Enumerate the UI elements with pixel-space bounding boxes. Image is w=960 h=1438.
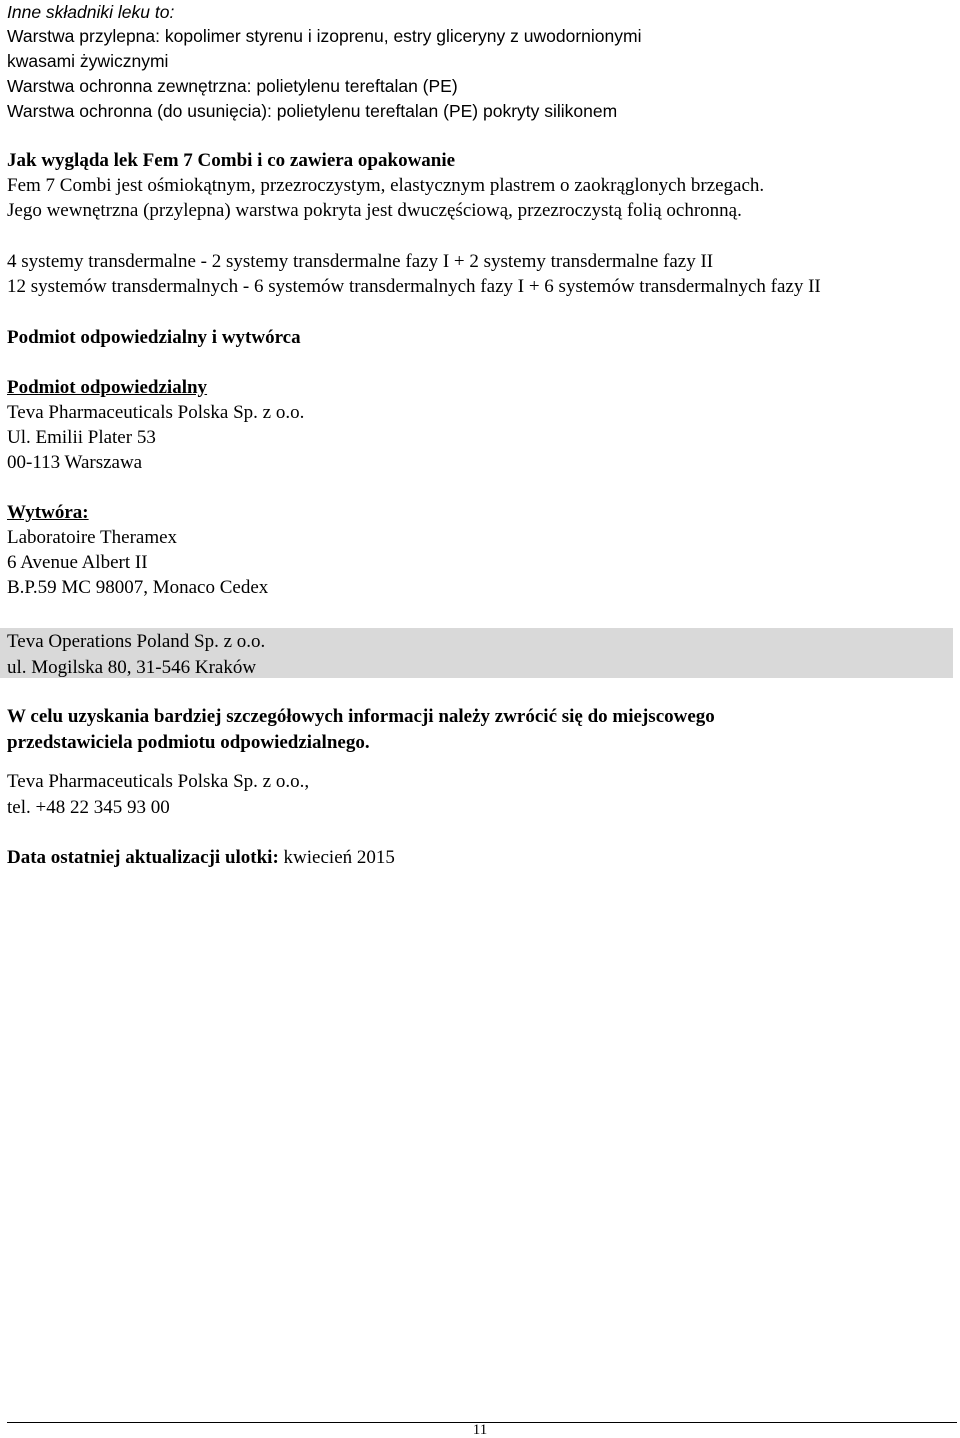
contact-heading-line2: przedstawiciela podmiotu odpowiedzialnego. — [7, 732, 370, 753]
contact-heading-line1: W celu uzyskania bardziej szczegółowych informacji należy zwrócić się do miejscowego — [7, 706, 715, 727]
holder-section-heading: Podmiot odpowiedzialny i wytwórca — [7, 327, 301, 348]
appearance-heading: Jak wygląda lek Fem 7 Combi i co zawiera opakowanie — [7, 150, 456, 171]
manufacturer2-name: Teva Operations Poland Sp. z o.o. — [7, 631, 266, 652]
update-line — [7, 845, 953, 871]
appearance-line1: Fem 7 Combi jest ośmiokątnym, przezroczystym, elastycznym plastrem o zaokrąglonych brzegach. — [7, 175, 765, 196]
ingredients-heading: Inne składniki leku to: — [7, 2, 175, 22]
ingredients-removable-layer: Warstwa ochronna (do usunięcia): polietylenu tereftalan (PE) pokryty silikonem — [7, 101, 618, 121]
manufacturer-name: Laboratoire Theramex — [7, 527, 178, 548]
holder-city: 00-113 Warszawa — [7, 452, 143, 473]
appearance-line2: Jego wewnętrzna (przylepna) warstwa pokryta jest dwuczęściową, przezroczystą folią ochronną. — [7, 200, 742, 221]
contact-phone: tel. +48 22 345 93 00 — [7, 797, 170, 818]
manufacturer2-highlight — [0, 628, 953, 678]
manufacturer-label: Wytwóra: — [7, 502, 89, 523]
update-label: Data ostatniej aktualizacji ulotki: — [7, 847, 279, 868]
pack-size-4: 4 systemy transdermalne - 2 systemy transdermalne fazy I + 2 systemy transdermalne fazy II — [7, 251, 714, 272]
manufacturer-city: B.P.59 MC 98007, Monaco Cedex — [7, 577, 269, 598]
ingredients-adhesive-line1: Warstwa przylepna: kopolimer styrenu i izoprenu, estry gliceryny z uwodornionymi — [7, 26, 642, 46]
pack-size-12: 12 systemów transdermalnych - 6 systemów transdermalnych fazy I + 6 systemów transdermalnych fazy II — [7, 276, 821, 297]
contact-section — [7, 704, 953, 871]
manufacturer2-address: ul. Mogilska 80, 31-546 Kraków — [7, 657, 257, 678]
contact-company: Teva Pharmaceuticals Polska Sp. z o.o., — [7, 771, 310, 792]
holder-name: Teva Pharmaceuticals Polska Sp. z o.o. — [7, 402, 305, 423]
holder-label: Podmiot odpowiedzialny — [7, 377, 208, 398]
leaflet-page — [7, 0, 953, 600]
manufacturer-street: 6 Avenue Albert II — [7, 552, 148, 573]
update-date: kwiecień 2015 — [283, 847, 395, 868]
ingredients-adhesive-line2: kwasami żywicznymi — [7, 51, 169, 71]
page-number: 11 — [472, 1422, 488, 1438]
ingredients-outer-layer: Warstwa ochronna zewnętrzna: polietylenu tereftalan (PE) — [7, 76, 458, 96]
holder-street: Ul. Emilii Plater 53 — [7, 427, 156, 448]
